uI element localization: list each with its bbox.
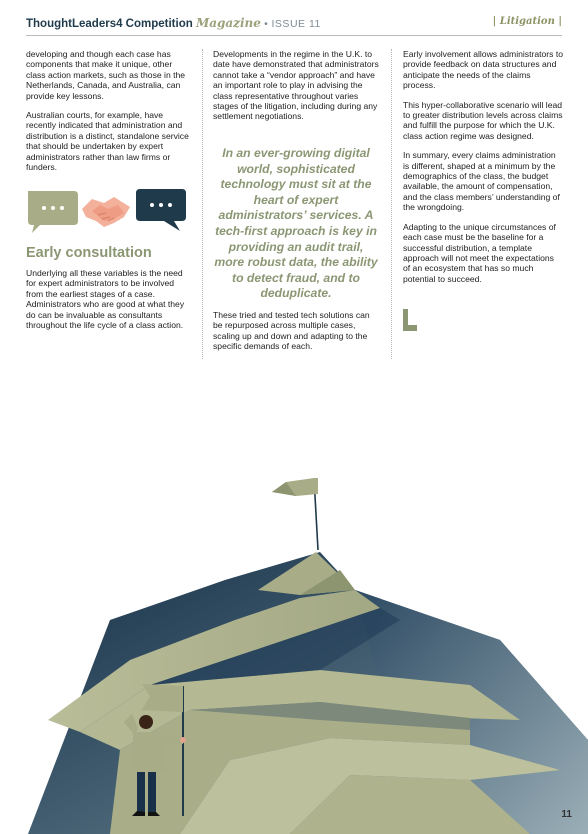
issue-label: ISSUE 11 [271, 18, 321, 30]
paragraph: These tried and tested tech solutions can be repurposed across multiple cases, scaling up and down and adapting to the specific demands of each. [213, 310, 370, 352]
speech-bubble-icon [136, 189, 186, 231]
paragraph: Underlying all these variables is the need for expert administrators to be involved from the earliest stages of a case. Administrators who are good at what they do can be invaluable as consultants throughout the life cycle of a class action. [26, 268, 185, 331]
publication-title [26, 16, 321, 30]
section-name: Litigation [499, 16, 555, 27]
speech-bubble-icon [28, 191, 78, 233]
page-header [26, 12, 562, 34]
pull-quote: In an ever-growing digital world, sophisticated technology must sit at the heart of expert administrators’ services. A tech-first approach is key in providing an audit trail, more robust data, the ability to detect fraud, and to deduplicate. [214, 146, 378, 301]
header-separator: • [264, 18, 269, 30]
handshake-icon [82, 197, 130, 227]
paragraph: Early involvement allows administrators to provide feedback on data structures and anticipate the needs of the claims process. [403, 49, 563, 91]
column-1-top [26, 49, 192, 181]
column-2-bottom [213, 310, 379, 361]
paragraph: Adapting to the unique circumstances of each case must be the baseline for a successful distribution, a template approach will not meet the expectations of an ecosystem that has so much potential to succeed. [403, 221, 556, 284]
column-2-top [213, 49, 379, 131]
section-heading: Early consultation [26, 245, 152, 261]
mountain-illustration [0, 470, 588, 834]
brand-name: ThoughtLeaders4 Competition [26, 18, 193, 30]
article-end-icon [403, 309, 417, 331]
paragraph: In summary, every claims administration is different, shaped at a minimum by the demographics of the class, the budget available, the amount of compensation, and the class members’ understanding of the wrongdoing. [403, 150, 560, 213]
header-rule [26, 35, 562, 36]
paragraph: Developments in the regime in the U.K. to date have demonstrated that administrators cannot take a “vendor approach” and have an important role to play in advising the class representative throughout varies stages of the litigation, including during any settlement negotiations. [213, 49, 379, 122]
magazine-label: Magazine [195, 16, 261, 30]
paragraph: This hyper-collaborative scenario will lead to greater distribution levels across claims and fulfill the purpose for which the U.K. class action regime was designed. [403, 99, 563, 141]
column-divider [202, 49, 204, 359]
page-number: 11 [561, 809, 572, 820]
column-divider [391, 49, 393, 359]
consultation-icons [26, 187, 188, 235]
paragraph: Australian courts, for example, have recently indicated that administration and distribution is a distinct, standalone service that should be undertaken by expert administrators rather than law firms or funders. [26, 110, 189, 173]
section-label: | Litigation | [492, 16, 562, 27]
paragraph: developing and though each case has components that make it unique, other class action markets, such as those in the Netherlands, Canada, and Australia, can provide key lessons. [26, 49, 186, 101]
column-1-bottom [26, 268, 192, 339]
column-3 [403, 49, 563, 293]
